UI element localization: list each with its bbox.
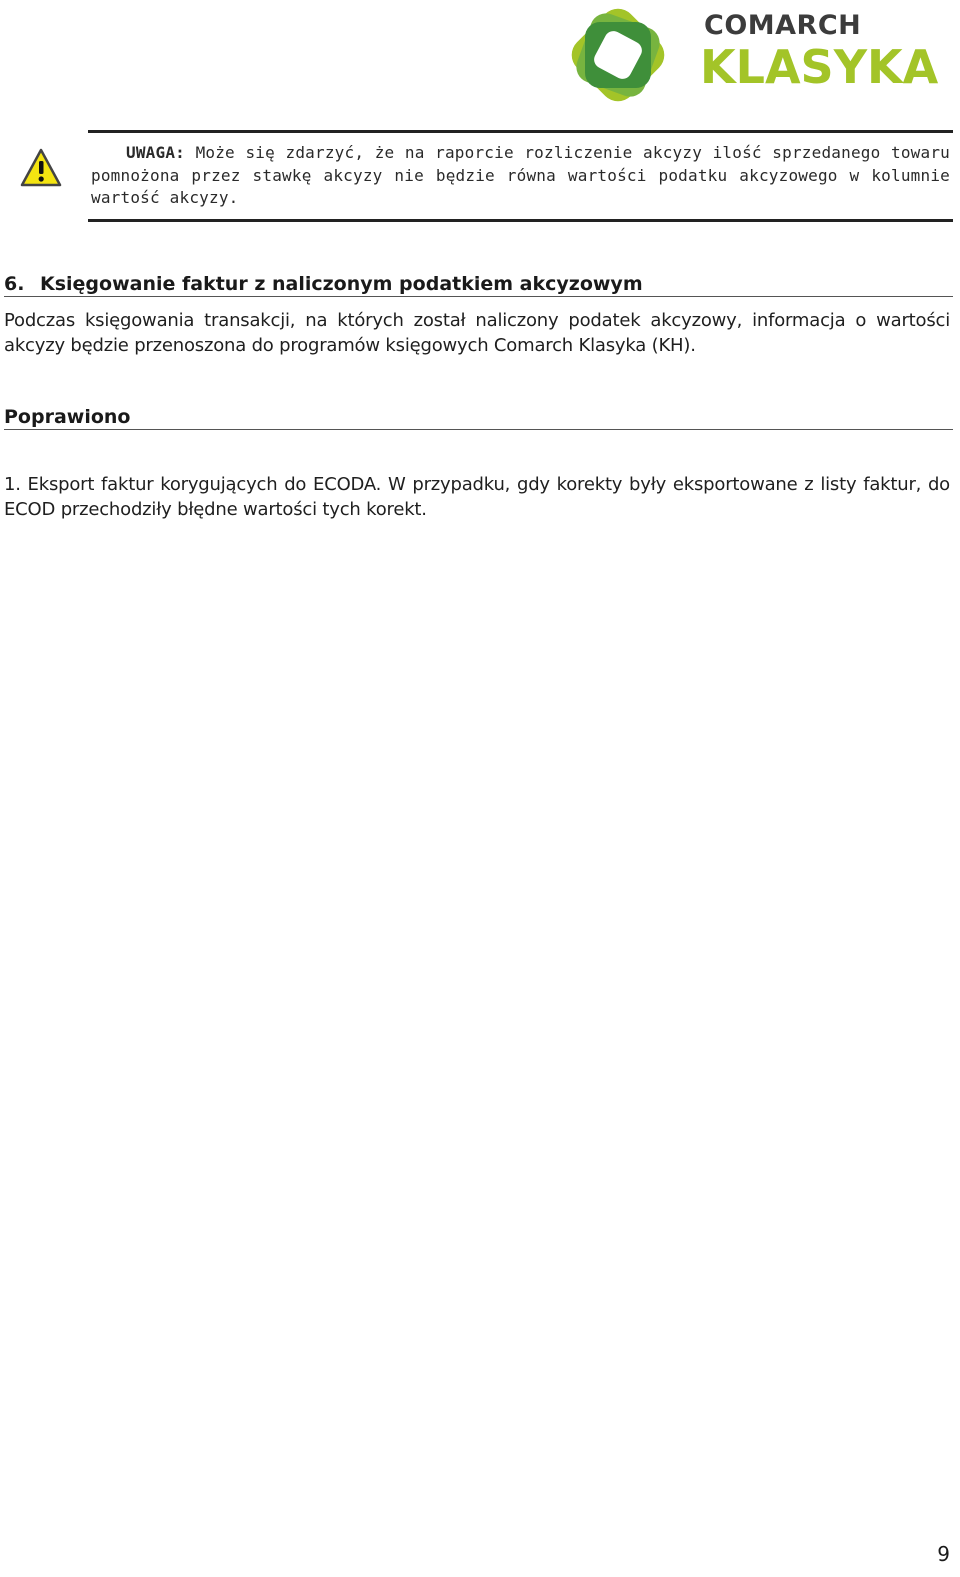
comarch-klasyka-logo: [566, 4, 939, 106]
warning-triangle-icon: [20, 147, 62, 189]
page-number: 9: [937, 1542, 950, 1566]
fixed-heading: Poprawiono: [4, 406, 953, 430]
warning-label: UWAGA:: [126, 143, 185, 162]
comarch-logo-icon: [566, 4, 670, 106]
logo-brand-text: COMARCH: [704, 10, 862, 41]
warning-body: Może się zdarzyć, że na raporcie rozliczenie akcyzy ilość sprzedanego towaru pomnożona przez stawkę akcyzy nie będzie równa wartości podatku akcyzowego w kolumnie wartość akcyzy.: [91, 143, 951, 207]
section-6-heading: [4, 273, 953, 297]
section-6-title: Księgowanie faktur z naliczonym podatkiem akcyzowym: [40, 273, 643, 295]
section-6-body: Podczas księgowania transakcji, na których został naliczony podatek akcyzowy, informacja o wartości akcyzy będzie przenoszona do programów księgowych Comarch Klasyka (KH).: [4, 310, 950, 356]
warning-note: [88, 130, 953, 222]
section-6-number: 6.: [4, 273, 25, 295]
logo-product-text: KLASYKA: [700, 40, 939, 94]
warning-text: [91, 142, 950, 210]
fixed-item-1: 1. Eksport faktur korygujących do ECODA. W przypadku, gdy korekty były eksportowane z listy faktur, do ECOD przechodziły błędne wartości tych korekt.: [4, 474, 950, 520]
